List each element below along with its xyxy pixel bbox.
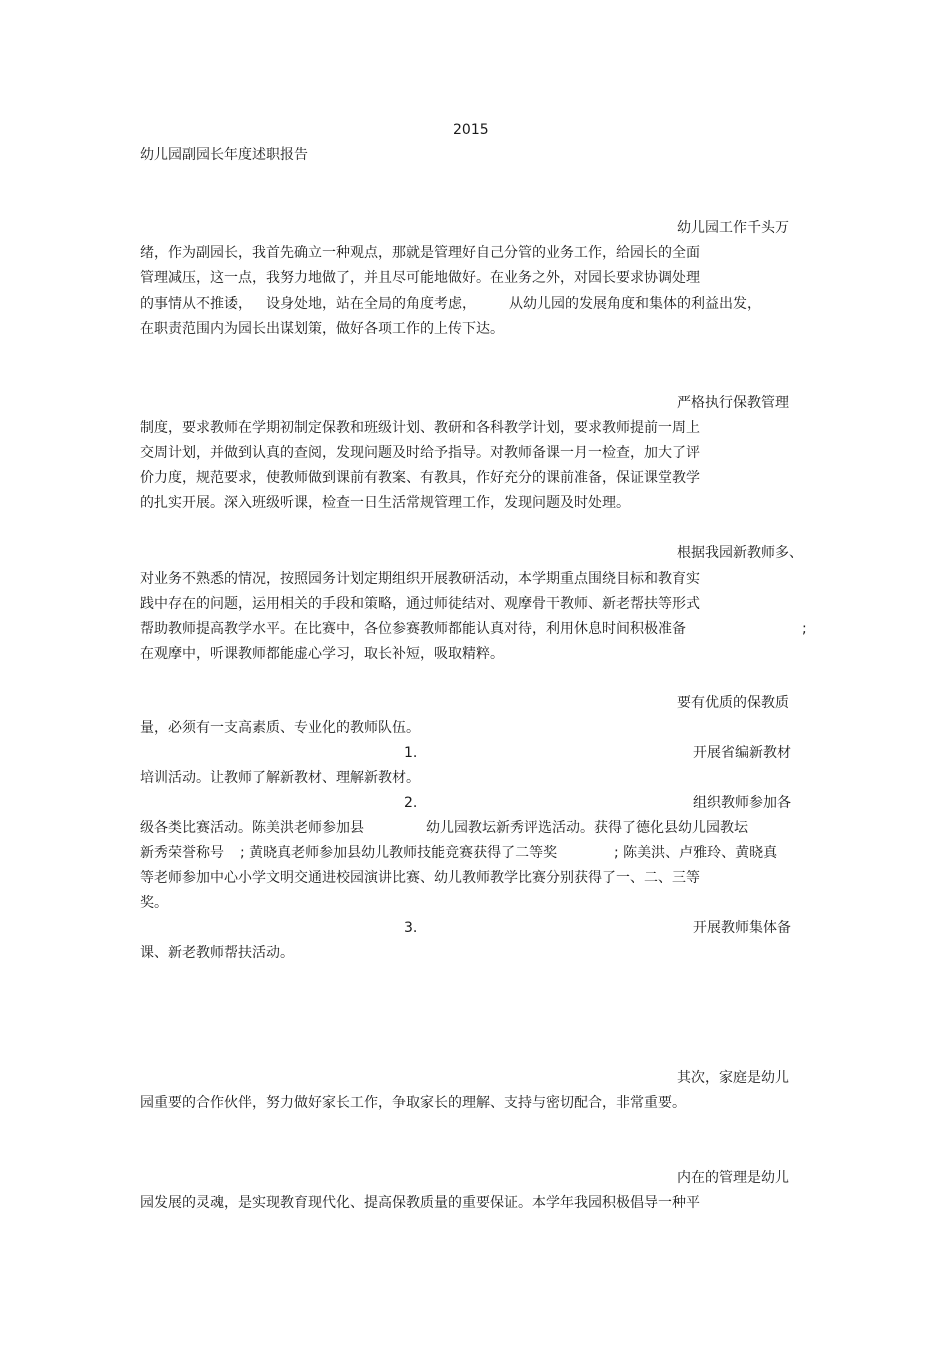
text-line: 在职责范围内为园长出谋划策，做好各项工作的上传下达。: [140, 321, 504, 337]
text-line: 设身处地，站在全局的角度考虑，: [266, 296, 476, 312]
paragraph-1-head: 幼儿园工作千头万: [677, 220, 789, 236]
text-line: ;: [802, 621, 807, 637]
report-year: 2015: [453, 122, 489, 138]
text-line: 园重要的合作伙伴，努力做好家长工作，争取家长的理解、支持与密切配合，非常重要。: [140, 1095, 686, 1111]
paragraph-2-head: 严格执行保教管理: [677, 395, 789, 411]
text-line: 量，必须有一支高素质、专业化的教师队伍。: [140, 720, 420, 736]
text-line: ; 陈美洪、卢雅玲、黄晓真: [614, 845, 778, 861]
text-line: 培训活动。让教师了解新教材、理解新教材。: [140, 770, 420, 786]
list-item-head: 组织教师参加各: [693, 795, 791, 811]
list-item-head: 开展教师集体备: [693, 920, 791, 936]
list-item-number: 2.: [404, 795, 418, 811]
text-line: 价力度，规范要求，使教师做到课前有教案、有教具，作好充分的课前准备，保证课堂教学: [140, 470, 700, 486]
text-line: 课、新老教师帮扶活动。: [140, 945, 294, 961]
text-line: 新秀荣誉称号: [140, 845, 224, 861]
text-line: 管理减压，这一点，我努力地做了，并且尽可能地做好。在业务之外，对园长要求协调处理: [140, 270, 700, 286]
text-line: 制度，要求教师在学期初制定保教和班级计划、教研和各科教学计划，要求教师提前一周上: [140, 420, 700, 436]
text-line: 绪，作为副园长，我首先确立一种观点，那就是管理好自己分管的业务工作，给园长的全面: [140, 245, 700, 261]
text-line: 帮助教师提高教学水平。在比赛中，各位参赛教师都能认真对待，利用休息时间积极准备: [140, 621, 686, 637]
text-line: 对业务不熟悉的情况，按照园务计划定期组织开展教研活动，本学期重点围绕目标和教育实: [140, 571, 700, 587]
text-line: 从幼儿园的发展角度和集体的利益出发，: [509, 296, 761, 312]
text-line: 园发展的灵魂，是实现教育现代化、提高保教质量的重要保证。本学年我园积极倡导一种平: [140, 1195, 700, 1211]
list-item-number: 1.: [404, 745, 418, 761]
list-item-number: 3.: [404, 920, 418, 936]
text-line: 等老师参加中心小学文明交通进校园演讲比赛、幼儿教师教学比赛分别获得了一、二、三等: [140, 870, 700, 886]
text-line: 交周计划，并做到认真的查阅，发现问题及时给予指导。对教师备课一月一检查，加大了评: [140, 445, 700, 461]
paragraph-3-head: 根据我园新教师多、: [677, 545, 803, 561]
text-line: 幼儿园教坛新秀评选活动。获得了德化县幼儿园教坛: [426, 820, 748, 836]
list-item-head: 开展省编新教材: [693, 745, 791, 761]
paragraph-5-head: 其次，家庭是幼儿: [677, 1070, 789, 1086]
text-line: 践中存在的问题，运用相关的手段和策略，通过师徒结对、观摩骨干教师、新老帮扶等形式: [140, 596, 700, 612]
paragraph-4-head: 要有优质的保教质: [677, 695, 789, 711]
text-line: 级各类比赛活动。陈美洪老师参加县: [140, 820, 364, 836]
report-title: 幼儿园副园长年度述职报告: [140, 147, 308, 163]
paragraph-6-head: 内在的管理是幼儿: [677, 1170, 789, 1186]
text-line: 奖。: [140, 895, 168, 911]
text-line: ; 黄晓真老师参加县幼儿教师技能竞赛获得了二等奖: [240, 845, 558, 861]
text-line: 的扎实开展。深入班级听课，检查一日生活常规管理工作，发现问题及时处理。: [140, 495, 630, 511]
text-line: 在观摩中，听课教师都能虚心学习，取长补短，吸取精粹。: [140, 646, 504, 662]
text-line: 的事情从不推诿，: [140, 296, 252, 312]
